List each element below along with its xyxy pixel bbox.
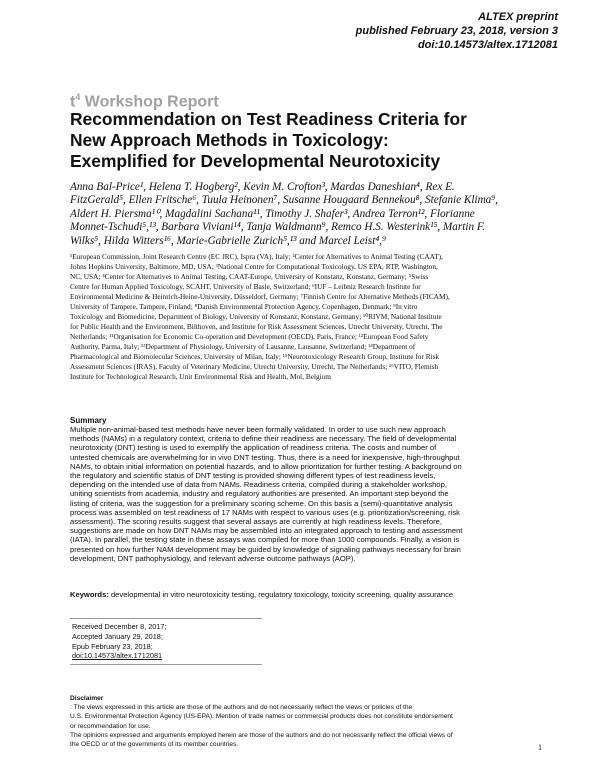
summary-line: development, DNT pathophysiology, and relevant adverse outcome pathways (AOP). — [70, 553, 356, 563]
affiliation-line: Institute for Technological Research, Unit Environmental Risk and Health, Mol, Belgium — [70, 372, 331, 381]
page-number: 1 — [538, 743, 542, 752]
summary-line: (IATA). In parallel, the testing state in these assays was compiled for more than 1000 compounds. Finally, a vision is — [70, 535, 460, 545]
summary-line: the regulatory and scientific status of DNT testing is provided showing different types of test readiness levels, — [70, 471, 436, 481]
affiliation-line: Netherlands; ¹¹Organisation for Economic Co-operation and Development (OECD), Paris, France; ¹²European Food Safety — [70, 332, 429, 341]
summary-text — [70, 425, 540, 563]
summary-line: neurotoxicity (DNT) testing is used to exemplify the application of readiness criteria. The costs and number of — [70, 443, 437, 453]
summary-line: presented on how further NAM development may be guided by knowledge of signaling pathways necessary for brain — [70, 544, 461, 554]
disclaimer-line: U.S. Environmental Protection Agency (US-EPA). Mention of trade names or commercial products does not constitute endorsement — [70, 713, 453, 721]
disclaimer-line — [70, 694, 540, 712]
summary-line: assessment). The scoring results suggest that several assays are currently at high readiness levels. Therefore, — [70, 517, 442, 527]
series-prefix: t — [70, 93, 76, 111]
article-dates — [70, 618, 262, 665]
summary-line: uniting scientists from academia, industry and regulatory authorities are presented. An important step beyond the — [70, 489, 449, 499]
disclaimer-line: the OECD or of the governments of its member countries. — [70, 741, 239, 749]
summary-line: untested chemicals are overwhelming for in vivo DNT testing. Thus, there is a need for inexpensive, high-throughput — [70, 452, 460, 462]
affiliation-line: Centre for Human Applied Toxicology, SCAHT, University of Basle, Switzerland; ⁶IUF – Leibniz Research Institute for — [70, 282, 421, 291]
affiliation-line: Authority, Parma, Italy; ¹³Department of Physiology, University of Lausanne, Lausanne, Switzerland; ¹⁴Department of — [70, 342, 416, 351]
affiliation-line: for Public Health and the Environment, Bilthoven, and Institute for Risk Assessment Sciences, Utrecht University, Utrecht, The — [70, 322, 443, 331]
disclaimer-line: or recommendation for use. — [70, 722, 151, 730]
summary-line: methods (NAMs) in a regulatory context, criteria to define their readiness are necessary. The field of developmental — [70, 434, 457, 444]
affiliation-line: Toxicology and Biomedicine, Department of Biology, University of Konstanz, Konstanz, Germany; ¹⁰RIVM, National Institute — [70, 312, 442, 321]
accepted-date: Accepted January 29, 2018; — [72, 631, 163, 641]
summary-heading: Summary — [70, 416, 107, 425]
affiliation-line: Pharmacological and Biomolecular Sciences, University of Milan, Italy; ¹⁵Neurotoxicology Research Group, Institute for Risk — [70, 352, 440, 361]
header-doi: doi:10.14573/altex.1712081 — [417, 39, 558, 51]
summary-line: process was assembled on test readiness of 17 NAMs with respect to various uses (e.g. prioritization/screening, risk — [70, 507, 460, 517]
summary-line: Multiple non-animal-based test methods have never been formally validated. In order to use such new approach — [70, 425, 446, 434]
disclaimer — [70, 694, 540, 749]
preprint-header — [356, 10, 558, 52]
received-date: Received December 8, 2017; — [72, 622, 167, 631]
affiliation-line: ¹European Commission, Joint Research Centre (EC JRC), Ispra (VA), Italy; ²Center for Alternatives to Animal Testing (CAAT), — [70, 252, 443, 261]
keywords-text: developmental in vitro neurotoxicity testing, regulatory toxicology, toxicity screening, quality assurance — [110, 590, 454, 599]
author-line: Monnet-Tschudi⁵,¹³, Barbara Viviani¹⁴, Tanja Waldmann⁹, Remco H.S. Westerink¹⁵, Martin F. — [70, 221, 486, 234]
affiliation-line: Assessment Sciences (IRAS), Faculty of Veterinary Medicine, Utrecht University, Utrecht, The Netherlands; ¹⁶VITO, Flemish — [70, 362, 439, 371]
affiliation-line: Environmental Medicine & Heinrich-Heine-University, Düsseldorf, Germany; ⁷Finnish Centre for Alternative Methods (FICAM), — [70, 292, 450, 301]
doi-link[interactable]: doi:10.14573/altex.1712081 — [72, 651, 163, 661]
summary-line: listing of criteria, was the suggestion for a preliminary scoring scheme. On this basis a (semi)-quantitative analysis — [70, 498, 453, 508]
affiliation-line: University of Tampere, Tampere, Finland; ⁸Danish Environmental Protection Agency, Copenhagen, Denmark; ⁹In vitro — [70, 302, 418, 311]
summary-line: NAMs, to obtain initial information on potential hazards, and to allow prioritization for further testing. A background on — [70, 461, 462, 471]
publication-date: published February 23, 2018, version 3 — [355, 25, 558, 37]
disclaimer-label: Disclaimer — [70, 695, 104, 702]
paper-title — [70, 109, 550, 172]
affiliation-line: NC, USA; ⁴Center for Alternatives to Animal Testing, CAAT-Europe, University of Konstanz, Konstanz, Germany; ⁵Swiss — [70, 272, 429, 281]
title-line: Exemplified for Developmental Neurotoxicity — [70, 151, 441, 171]
disclaimer-line-text: : The views expressed in this article are those of the authors and do not necessarily reflect the views or policies of the — [70, 704, 413, 712]
author-line: Wilks⁵, Hilda Witters¹⁶, Marie-Gabrielle Zurich⁵,¹³ and Marcel Leist⁴,⁹ — [70, 234, 386, 247]
epub-date: Epub February 23, 2018; — [72, 641, 153, 651]
summary-line: suggestions are made on how DNT NAMs may be assembled into an integrated approach to testing and assessment — [70, 526, 463, 536]
series-superscript: 4 — [75, 92, 81, 102]
author-line: FitzGerald⁵, Ellen Fritsche⁶, Tuula Heinonen⁷, Susanne Hougaard Bennekou⁸, Stefanie Klima⁹, — [70, 194, 498, 207]
affiliation-line: Johns Hopkins University, Baltimore, MD, USA; ³National Centre for Computational Toxicology, US EPA, RTP, Washington, — [70, 262, 438, 271]
author-line: Aldert H. Piersma¹⁰, Magdalini Sachana¹¹, Timothy J. Shafer³, Andrea Terron¹², Florianne — [70, 207, 475, 220]
keywords-label: Keywords: — [70, 590, 109, 599]
summary-line: depending on the intended use of data from NAMs. Readiness criteria, compiled during a stakeholder workshop, — [70, 480, 447, 490]
title-line: New Approach Methods in Toxicology: — [70, 130, 389, 150]
author-list — [70, 181, 540, 248]
disclaimer-line: The opinions expressed and arguments employed herein are those of the authors and do not necessarily reflect the official views of — [70, 731, 453, 739]
affiliations — [70, 252, 540, 382]
keywords — [70, 590, 540, 599]
author-line: Anna Bal-Price¹, Helena T. Hogberg², Kevin M. Crofton³, Mardas Daneshian⁴, Rex E. — [70, 181, 455, 193]
title-line: Recommendation on Test Readiness Criteria for — [70, 109, 467, 129]
journal-name: ALTEX preprint — [478, 11, 558, 23]
series-label: Workshop Report — [84, 93, 219, 111]
